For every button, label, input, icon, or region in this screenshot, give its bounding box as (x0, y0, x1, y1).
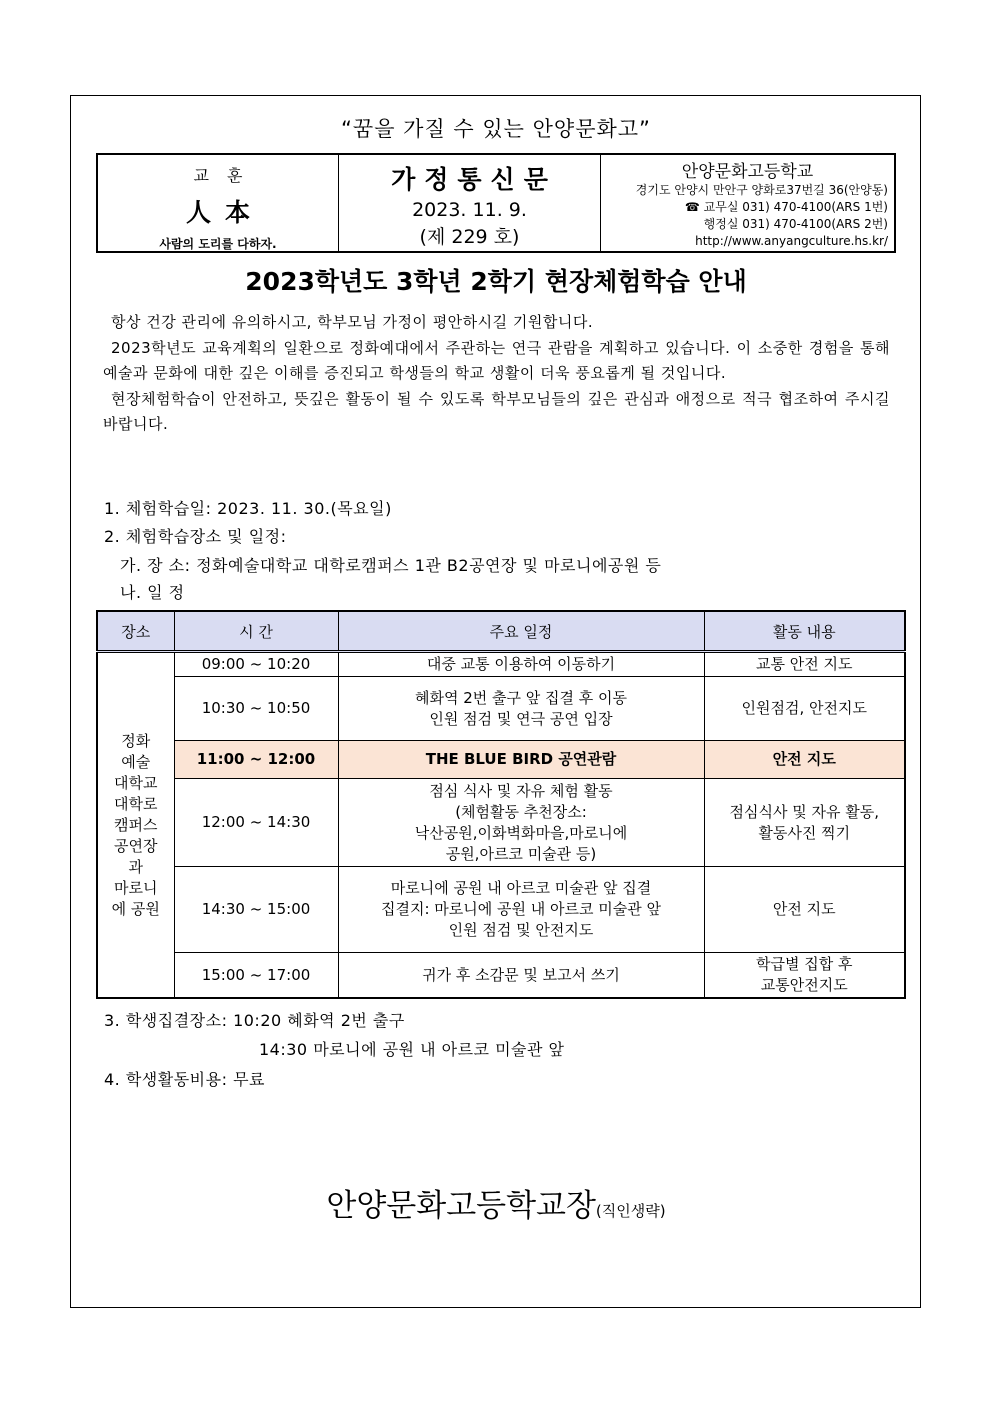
activity-line: 활동사진 찍기 (758, 823, 851, 842)
section-meeting-place: 3. 학생집결장소: 10:20 혜화역 2번 출구 (104, 1011, 405, 1030)
activity-cell (704, 677, 905, 741)
motto-label: 교훈 (193, 166, 261, 185)
phone-office: ☎ 교무실 031) 470-4100(ARS 1번) (684, 200, 888, 214)
time-cell: 15:00 ~ 17:00 (174, 953, 338, 999)
section-place: 가. 장 소: 정화예술대학교 대학로캠퍼스 1관 B2공연장 및 마로니에공원 등 (120, 556, 662, 575)
place-line: 캠퍼스 (114, 815, 158, 834)
table-row-highlighted (97, 741, 905, 779)
plan-line: 귀가 후 소감문 및 보고서 쓰기 (422, 965, 620, 984)
table-row (97, 953, 905, 999)
activity-line: 안전 지도 (772, 900, 836, 918)
plan-cell (338, 953, 704, 999)
motto-main: 人本 (185, 198, 264, 227)
table-row (97, 779, 905, 867)
plan-line: 혜화역 2번 출구 앞 집결 후 이동 (414, 688, 628, 707)
plan-cell (338, 741, 704, 779)
plan-line: 대중 교통 이용하여 이동하기 (426, 655, 616, 673)
plan-line: 인원 점검 및 안전지도 (448, 921, 594, 939)
schedule-header-row (97, 611, 905, 652)
time-cell: 11:00 ~ 12:00 (174, 741, 338, 779)
plan-line: 공원,아르코 미술관 등) (445, 844, 597, 863)
table-row (97, 677, 905, 741)
school-name: 안양문화고등학교 (681, 162, 814, 182)
motto-cell (98, 155, 339, 251)
newsletter-issue: (제 229 호) (419, 226, 520, 248)
document-title: 2023학년도 3학년 2학기 현장체험학습 안내 (245, 267, 747, 296)
header-activity: 활동 내용 (704, 611, 905, 652)
school-website[interactable]: http://www.anyangculture.hs.kr/ (695, 234, 888, 248)
place-line: 예술 (121, 752, 151, 771)
place-line: 공연장 (114, 836, 158, 855)
plan-cell (338, 652, 704, 677)
activity-line: 인원점검, 안전지도 (741, 699, 867, 717)
activity-line: 점심식사 및 자유 활동, (729, 802, 879, 821)
plan-cell (338, 779, 704, 867)
school-address: 경기도 안양시 만안구 양화로37번길 36(안양동) (635, 183, 888, 197)
schedule-table (96, 610, 906, 999)
plan-line: 인원 점검 및 연극 공연 입장 (429, 709, 613, 728)
place-line: 과 (128, 857, 143, 876)
activity-cell (704, 779, 905, 867)
place-line: 대학교 (114, 773, 158, 792)
principal-signature (0, 1180, 992, 1225)
motto-sub: 사람의 도리를 다하자. (159, 237, 277, 251)
newsletter-info-cell (339, 155, 601, 251)
place-line: 대학로 (114, 794, 158, 813)
header-time: 시 간 (174, 611, 338, 652)
school-contact-cell (601, 155, 894, 251)
intro-text (103, 310, 890, 438)
table-row (97, 867, 905, 953)
place-line: 에 공원 (111, 899, 160, 918)
header-plan: 주요 일정 (338, 611, 704, 652)
principal-name: 안양문화고등학교장 (326, 1188, 596, 1224)
seal-note: (직인생략) (595, 1202, 666, 1220)
intro-paragraph: 2023학년도 교육계획의 일환으로 정화예대에서 주관하는 연극 관람을 계획하고 있습니다. 이 소중한 경험을 통해 예술과 문화에 대한 깊은 이해를 증진되고 학생들의 학교 생활이 더욱 풍요롭게 될 것입니다. (103, 338, 890, 382)
plan-cell (338, 677, 704, 741)
activity-cell (704, 652, 905, 677)
phone-admin: 행정실 031) 470-4100(ARS 2번) (703, 217, 888, 231)
plan-line: THE BLUE BIRD 공연관람 (425, 750, 617, 768)
newsletter-header (96, 153, 896, 253)
activity-cell (704, 867, 905, 953)
plan-line: 낙산공원,이화벽화마을,마로니에 (414, 823, 628, 842)
activity-line: 교통안전지도 (760, 976, 848, 994)
plan-line: 점심 식사 및 자유 체험 활동 (429, 781, 613, 800)
section-meeting-place-2: 14:30 마로니에 공원 내 아르코 미술관 앞 (259, 1040, 565, 1059)
time-cell: 14:30 ~ 15:00 (174, 867, 338, 953)
place-cell (97, 652, 174, 999)
activity-cell (704, 741, 905, 779)
plan-cell (338, 867, 704, 953)
school-slogan: “꿈을 가질 수 있는 안양문화고” (341, 117, 651, 141)
activity-line: 안전 지도 (772, 750, 836, 768)
header-place: 장소 (97, 611, 174, 652)
section-place-schedule: 2. 체험학습장소 및 일정: (104, 527, 287, 546)
place-line: 정화 (121, 731, 151, 750)
time-cell: 10:30 ~ 10:50 (174, 677, 338, 741)
plan-line: 마로니에 공원 내 아르코 미술관 앞 집결 (390, 879, 652, 897)
time-cell: 12:00 ~ 14:30 (174, 779, 338, 867)
intro-paragraph: 현장체험학습이 안전하고, 뜻깊은 활동이 될 수 있도록 학부모님들의 깊은 관심과 애정으로 적극 협조하여 주시길 바랍니다. (103, 389, 890, 433)
intro-paragraph: 항상 건강 관리에 유의하시고, 학부모님 가정이 평안하시길 기원합니다. (111, 313, 594, 331)
section-cost: 4. 학생활동비용: 무료 (104, 1070, 265, 1089)
newsletter-date: 2023. 11. 9. (412, 199, 527, 221)
section-schedule: 나. 일 정 (120, 583, 185, 602)
plan-line: 집결지: 마로니에 공원 내 아르코 미술관 앞 (381, 900, 661, 918)
table-row (97, 652, 905, 677)
activity-line: 교통 안전 지도 (756, 655, 853, 673)
activity-line: 학급별 집합 후 (756, 955, 853, 973)
plan-line: (체험활동 추천장소: (455, 802, 587, 821)
time-cell: 09:00 ~ 10:20 (174, 652, 338, 677)
activity-cell (704, 953, 905, 999)
newsletter-title: 가정통신문 (391, 165, 557, 194)
place-line: 마로니 (114, 878, 158, 897)
section-date: 1. 체험학습일: 2023. 11. 30.(목요일) (104, 499, 392, 518)
